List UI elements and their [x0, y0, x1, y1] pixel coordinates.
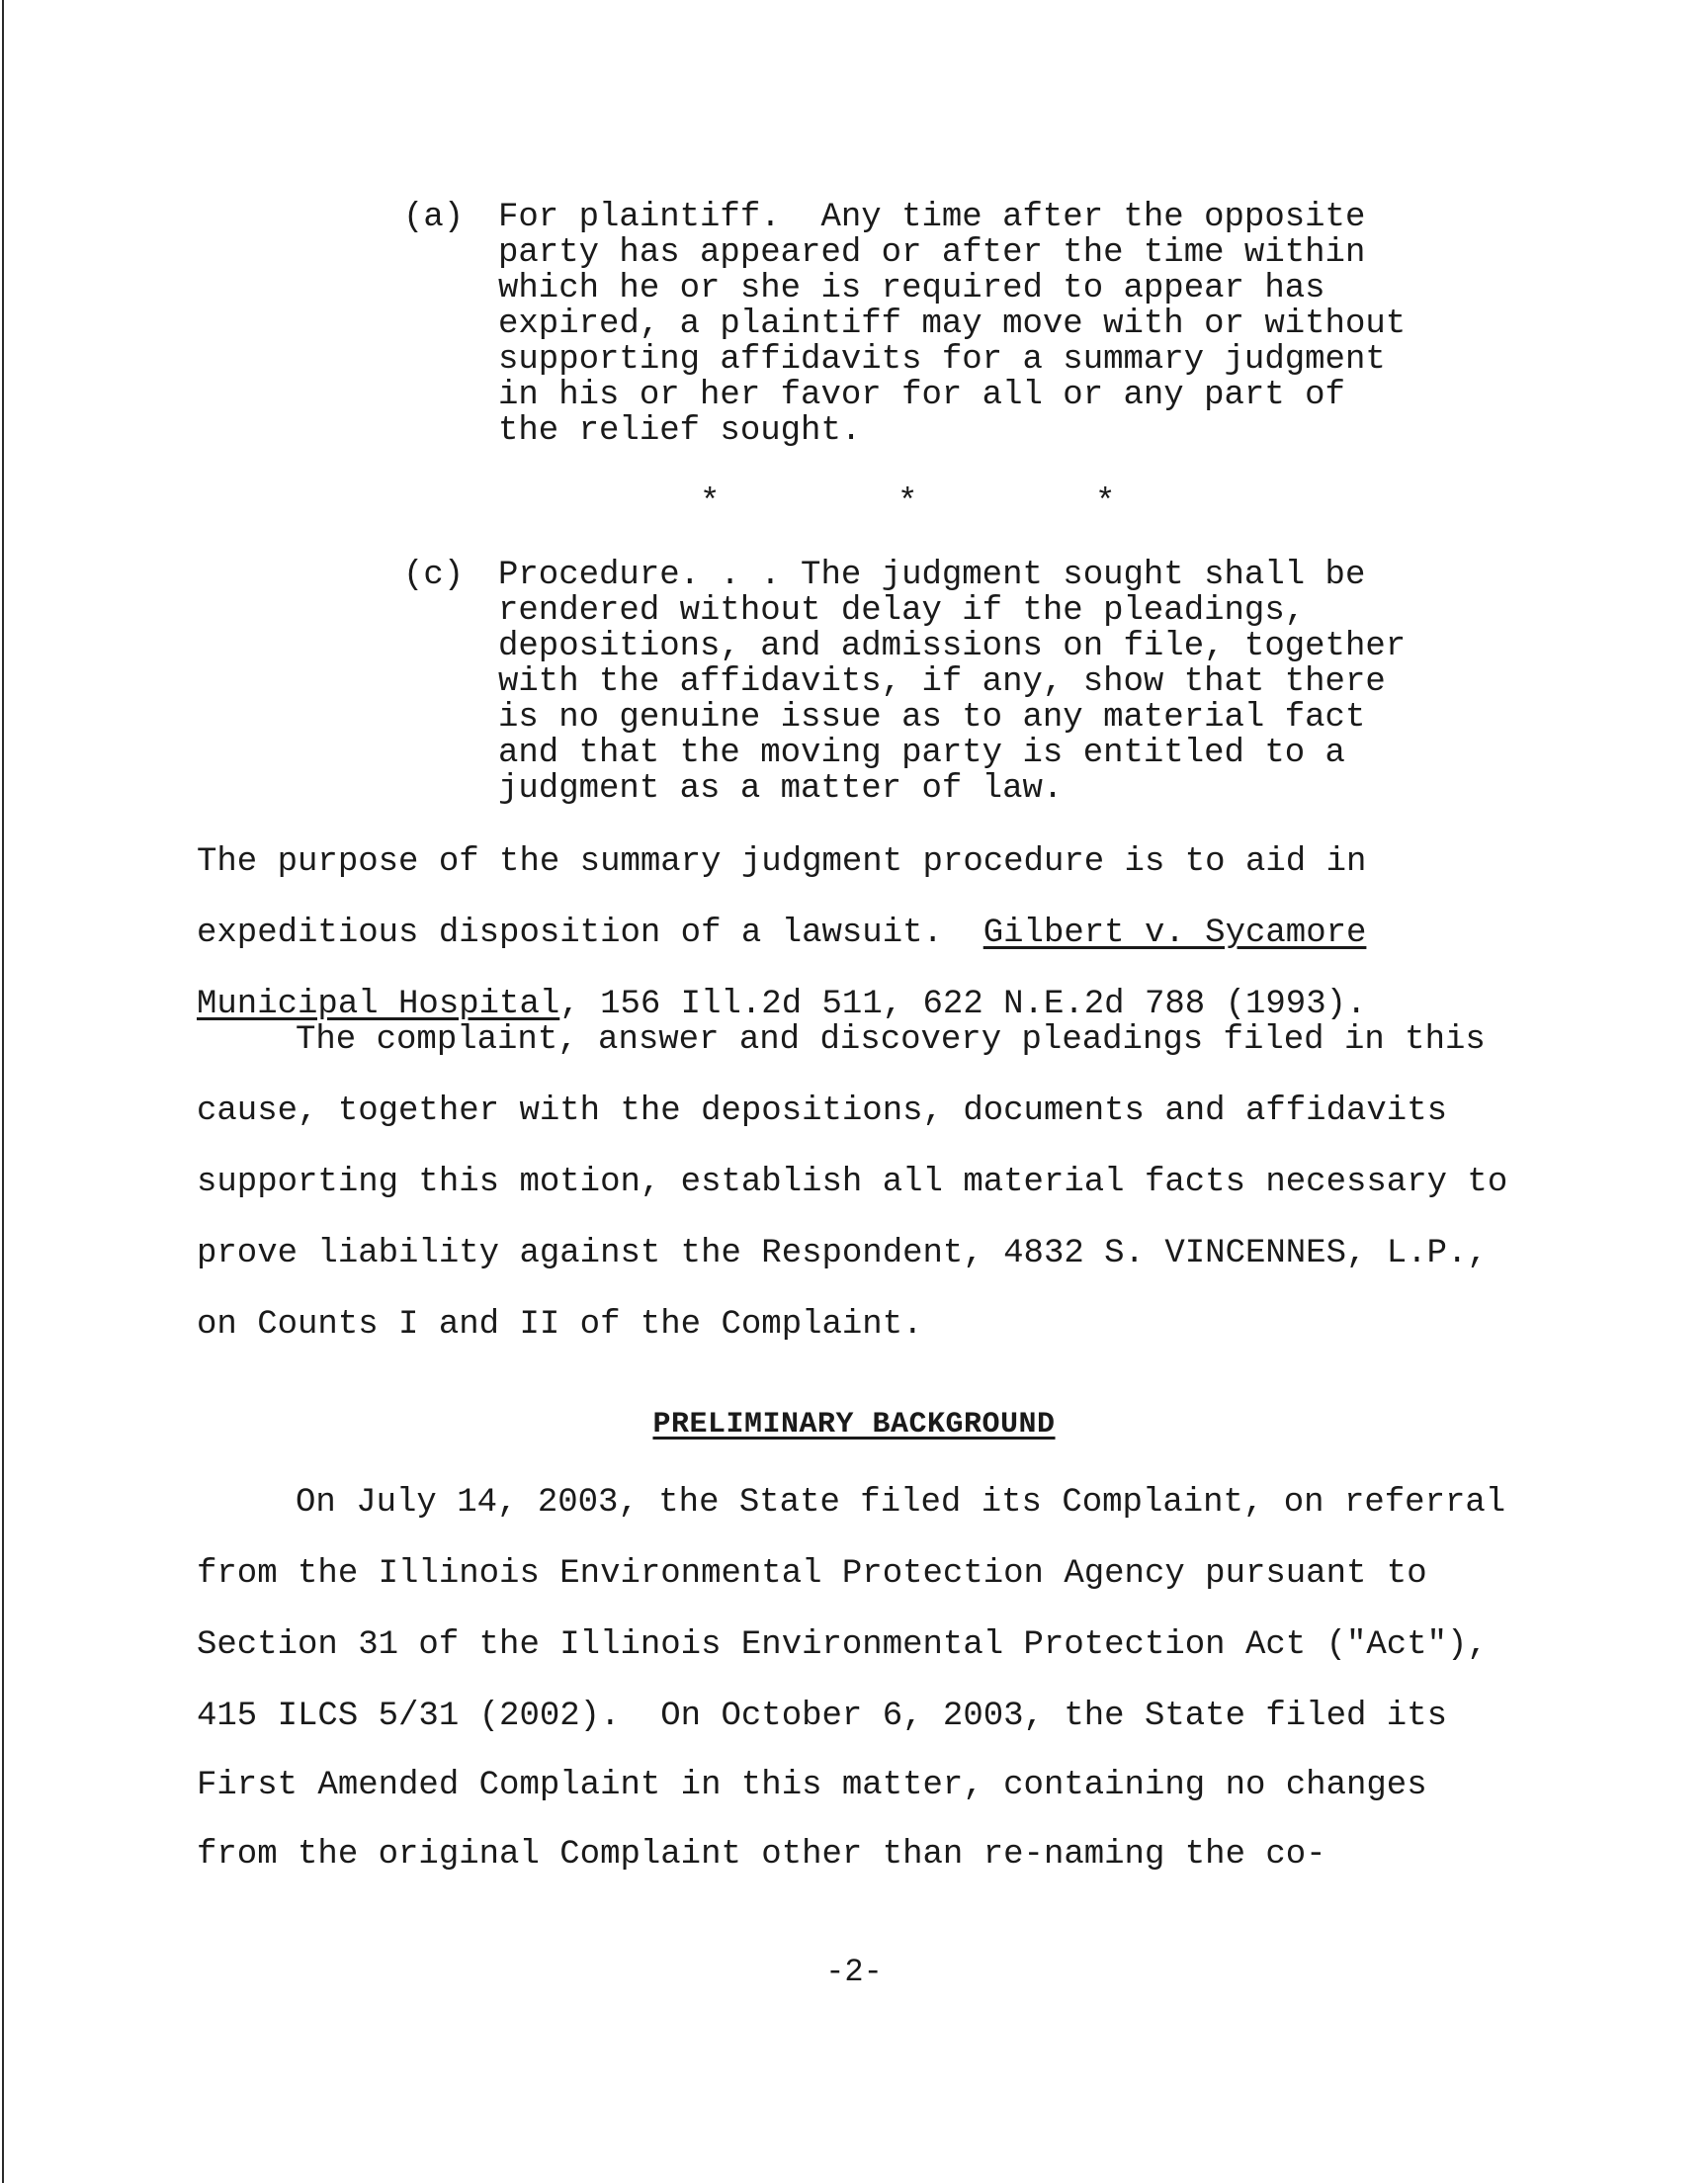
quote-c-line: Procedure. . . The judgment sought shall be	[498, 557, 1366, 594]
quote-a-line: which he or she is required to appear has	[498, 270, 1325, 307]
page-number: -2-	[825, 1954, 883, 1990]
body-line: 415 ILCS 5/31 (2002). On October 6, 2003, the State filed its	[197, 1698, 1448, 1735]
quote-c-line: depositions, and admissions on file, together	[498, 628, 1407, 665]
body-line: on Counts I and II of the Complaint.	[197, 1306, 923, 1344]
ellipsis-separator	[0, 484, 1708, 524]
separator-star: *	[700, 484, 721, 522]
quote-a-line: For plaintiff. Any time after the opposite	[498, 199, 1366, 236]
body-line: from the original Complaint other than re-naming the co-	[197, 1836, 1326, 1874]
body-line: Section 31 of the Illinois Environmental Protection Act ("Act"),	[197, 1626, 1488, 1664]
quote-a-line: in his or her favor for all or any part of	[498, 377, 1345, 414]
scan-edge-line	[2, 0, 4, 2183]
body-line: from the Illinois Environmental Protection Agency pursuant to	[197, 1555, 1427, 1593]
body-line: cause, together with the depositions, documents and affidavits	[197, 1092, 1448, 1130]
body-line	[197, 914, 1366, 953]
quote-label-a: (a)	[403, 199, 465, 236]
quote-label-c: (c)	[403, 557, 465, 594]
quote-a-line: expired, a plaintiff may move with or without	[498, 306, 1407, 343]
separator-star: *	[1095, 484, 1116, 522]
quote-a-line: the relief sought.	[498, 412, 862, 450]
body-line: supporting this motion, establish all material facts necessary to	[197, 1164, 1508, 1201]
quote-c-line: is no genuine issue as to any material fact	[498, 699, 1366, 737]
section-heading: PRELIMINARY BACKGROUND	[652, 1408, 1056, 1441]
quote-text-a	[498, 200, 1467, 449]
quote-a-line: party has appeared or after the time within	[498, 234, 1366, 272]
body-text: expeditious disposition of a lawsuit.	[197, 915, 983, 952]
quote-c-line: judgment as a matter of law.	[498, 770, 1064, 808]
quote-c-line: rendered without delay if the pleadings,	[498, 592, 1306, 630]
quote-a-line: supporting affidavits for a summary judgment	[498, 341, 1386, 379]
body-line: prove liability against the Respondent, 4832 S. VINCENNES, L.P.,	[197, 1235, 1488, 1272]
body-line	[197, 985, 1366, 1024]
body-line: The complaint, answer and discovery pleadings filed in this	[296, 1021, 1486, 1059]
body-line: The purpose of the summary judgment procedure is to aid in	[197, 843, 1367, 881]
case-citation: Municipal Hospital	[197, 986, 560, 1023]
separator-star: *	[897, 484, 918, 522]
case-citation: Gilbert v. Sycamore	[982, 915, 1367, 952]
quote-text-c	[498, 558, 1467, 807]
quote-c-line: and that the moving party is entitled to a	[498, 735, 1345, 772]
quote-c-line: with the affidavits, if any, show that there	[498, 663, 1386, 701]
body-line: On July 14, 2003, the State filed its Complaint, on referral	[296, 1484, 1506, 1522]
body-line: First Amended Complaint in this matter, containing no changes	[197, 1767, 1427, 1804]
body-text: , 156 Ill.2d 511, 622 N.E.2d 788 (1993).	[559, 986, 1367, 1023]
